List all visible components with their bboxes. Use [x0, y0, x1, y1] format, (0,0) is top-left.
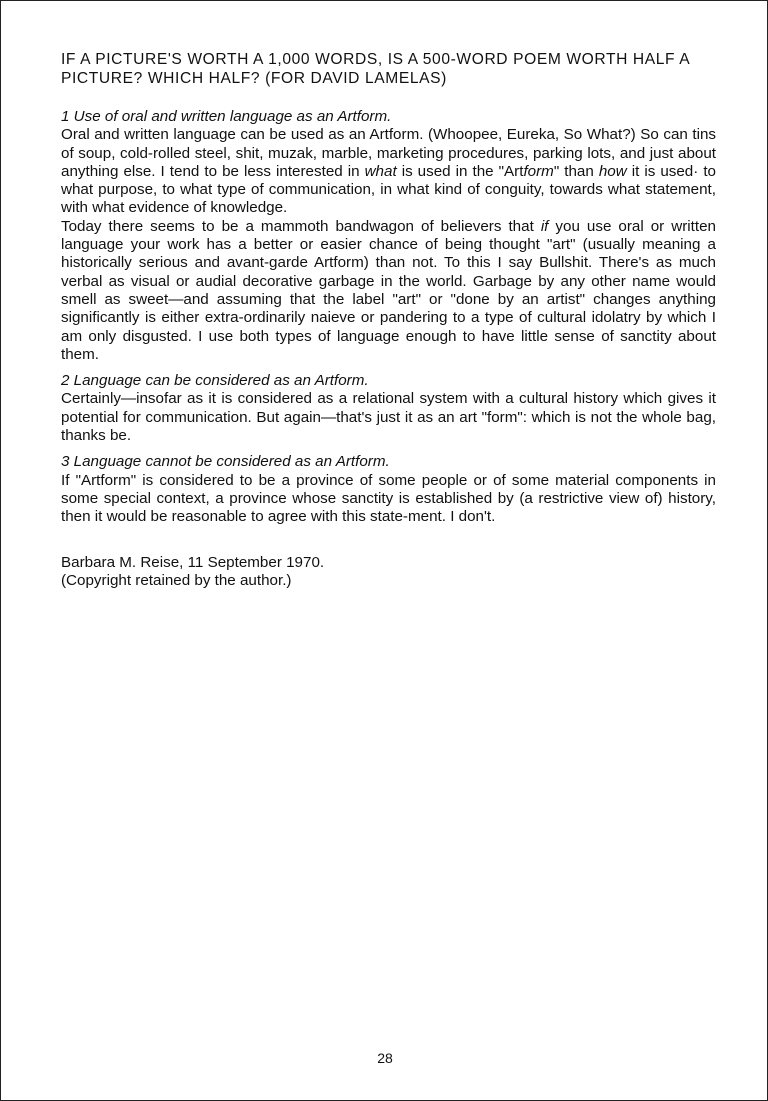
signature-line: Barbara M. Reise, 11 September 1970.	[61, 553, 325, 571]
section-body	[61, 390, 716, 445]
text-run: is used in the "Art	[396, 162, 524, 180]
document-title: IF A PICTURE'S WORTH A 1,000 WORDS, IS A 500-WORD POEM WORTH HALF A PICTURE? WHICH HALF? (FOR DAVID LAMELAS)	[61, 51, 690, 87]
section-heading: 2 Language can be considered as an Artform.	[61, 372, 369, 390]
italic-text: if	[540, 217, 549, 235]
text-run: Certainly—insofar as it is considered as a relational system with a cultural history which gives it potential for communication. But again—that's just it as an art "form": which is not the whole bag, thanks be.	[61, 390, 716, 445]
text-run: If "Artform" is considered to be a province of some people or of some material components in some special context, a province whose sanctity is established by (a restrictive view of) history, then it would be reasonable to agree with this state-ment. I don't.	[61, 471, 716, 526]
paragraph	[61, 472, 716, 527]
italic-text: form	[523, 162, 554, 180]
text-run: Oral and written language can be used as an Artform. (Whoopee, Eureka, So What?) So can tins of soup, cold-rolled steel, shit, muzak, marble, marketing procedures, parking lots, and just about anything else. I tend to be less interested in	[61, 126, 716, 180]
page-number: 28	[377, 1050, 393, 1066]
signature-block	[61, 554, 716, 591]
section-heading: 1 Use of oral and written language as an Artform.	[61, 108, 392, 125]
section-body	[61, 126, 716, 364]
italic-text: how	[598, 162, 627, 180]
section-heading: 3 Language cannot be considered as an Artform.	[61, 453, 390, 471]
section-2	[61, 372, 716, 445]
section-body	[61, 472, 716, 527]
section-1	[61, 108, 716, 364]
section-3	[61, 453, 716, 526]
text-run: you use oral or written language your work has a better or easier chance of being thought "art" (usually meaning a historically serious and avant-garde Artform) than not. To this I say Bullshit. There's as much verbal as visual or audial decorative garbage in the world. Garbage by any other name would smell as sweet—and assuming that the label "art" or "done by an artist" changes anything significantly is either extra-ordinarily naieve or pandering to a type of cultural idolatry by which I am only disgusted. I use both types of language enough to have little sense of sanctity about them.	[61, 217, 716, 363]
paragraph	[61, 126, 716, 217]
text-run: " than	[553, 162, 599, 180]
text-run: Today there seems to be a mammoth bandwagon of believers that	[61, 217, 541, 235]
italic-text: what	[364, 162, 397, 180]
paragraph	[61, 390, 716, 445]
copyright-line: (Copyright retained by the author.)	[61, 571, 292, 589]
paragraph	[61, 218, 716, 364]
document-body	[61, 50, 716, 590]
text-run: it is used· to what purpose, to what type of communication, in what kind of conguity, towards what statement, with what evidence of knowledge.	[61, 162, 717, 217]
